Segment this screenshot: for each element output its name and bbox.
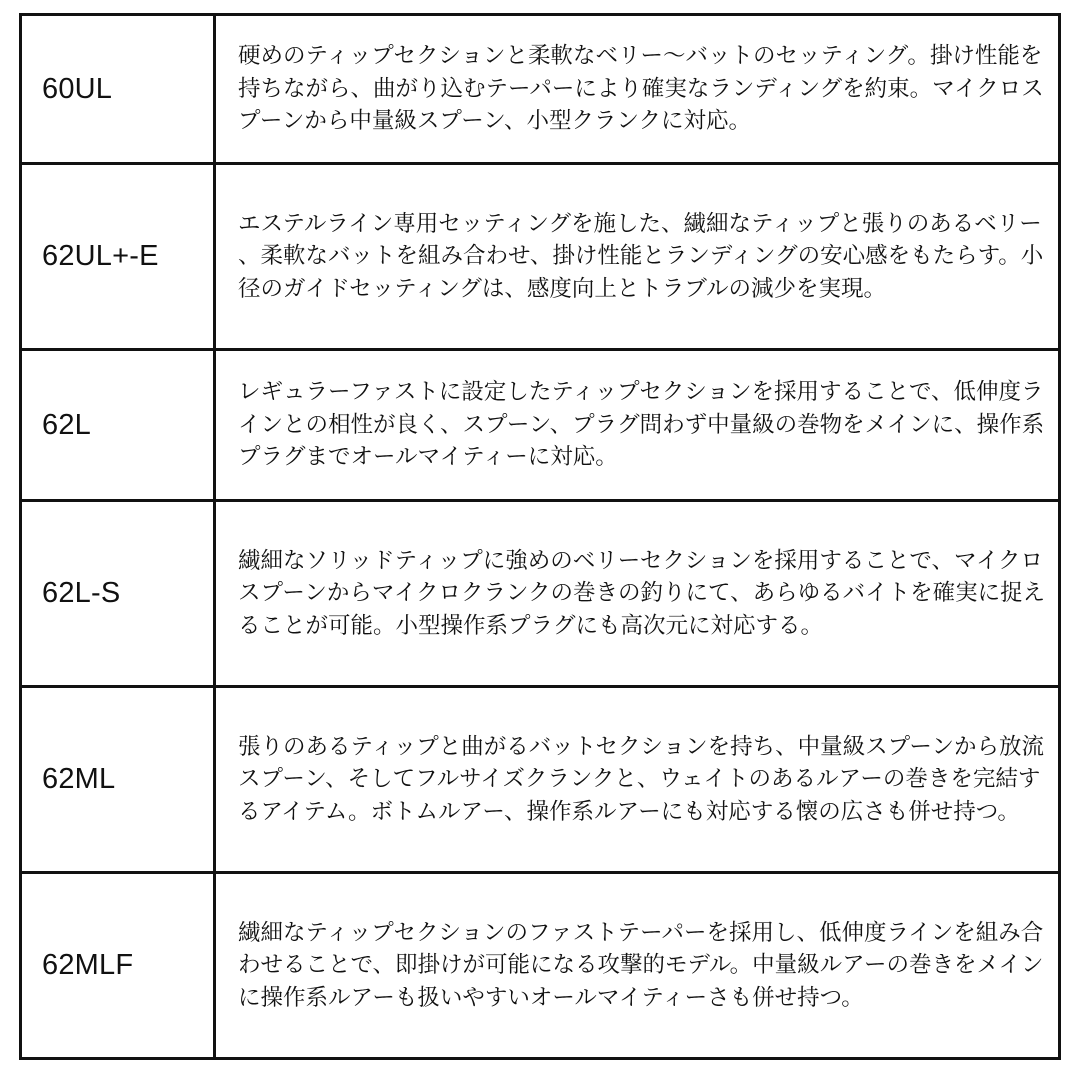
model-name: 62L-S: [42, 577, 121, 609]
model-name-cell: [21, 164, 215, 350]
description-cell: [215, 687, 1060, 873]
description-cell: [215, 15, 1060, 164]
model-description: 張りのあるティップと曲がるバットセクションを持ち、中量級スプーンから放流スプーン、そしてフルサイズクランクと、ウェイトのあるルアーの巻きを完結するアイテム。ボトムルアー、操作系ルアーにも対応する懐の広さも併せ持つ。: [238, 733, 1044, 825]
model-name-cell: [21, 15, 215, 164]
description-cell: [215, 873, 1060, 1059]
rod-spec-table: [19, 13, 1061, 1060]
model-name-cell: [21, 501, 215, 687]
description-cell: [215, 501, 1060, 687]
model-description: 繊細なティップセクションのファストテーパーを採用し、低伸度ラインを組み合わせることで、即掛けが可能になる攻撃的モデル。中量級ルアーの巻きをメインに操作系ルアーも扱いやすいオールマイティーさも併せ持つ。: [238, 919, 1044, 1011]
model-name-cell: [21, 687, 215, 873]
model-name-cell: [21, 350, 215, 501]
model-description: 硬めのティップセクションと柔軟なベリー〜バットのセッティング。掛け性能を持ちながら、曲がり込むテーパーにより確実なランディングを約束。マイクロスプーンから中量級スプーン、小型クランクに対応。: [238, 43, 1044, 135]
table-row: [21, 164, 1060, 350]
table-row: [21, 687, 1060, 873]
description-cell: [215, 164, 1060, 350]
table-body: [21, 15, 1060, 1059]
model-description: レギュラーファストに設定したティップセクションを採用することで、低伸度ラインとの相性が良く、スプーン、プラグ問わず中量級の巻物をメインに、操作系プラグまでオールマイティーに対応。: [238, 379, 1045, 471]
table-row: [21, 501, 1060, 687]
model-name: 62UL+-E: [42, 240, 159, 272]
description-cell: [215, 350, 1060, 501]
model-description: エステルライン専用セッティングを施した、繊細なティップと張りのあるベリー、柔軟なバットを組み合わせ、掛け性能とランディングの安心感をもたらす。小径のガイドセッティングは、感度向上とトラブルの減少を実現。: [238, 210, 1044, 302]
model-name: 62ML: [42, 763, 116, 795]
model-name-cell: [21, 873, 215, 1059]
model-name: 60UL: [42, 72, 113, 105]
model-name: 62MLF: [42, 949, 134, 981]
model-description: 繊細なソリッドティップに強めのベリーセクションを採用することで、マイクロスプーンからマイクロクランクの巻きの釣りにて、あらゆるバイトを確実に捉えることが可能。小型操作系プラグにも高次元に対応する。: [238, 547, 1046, 639]
table-row: [21, 873, 1060, 1059]
table-row: [21, 15, 1060, 164]
table-row: [21, 350, 1060, 501]
model-name: 62L: [42, 408, 91, 441]
